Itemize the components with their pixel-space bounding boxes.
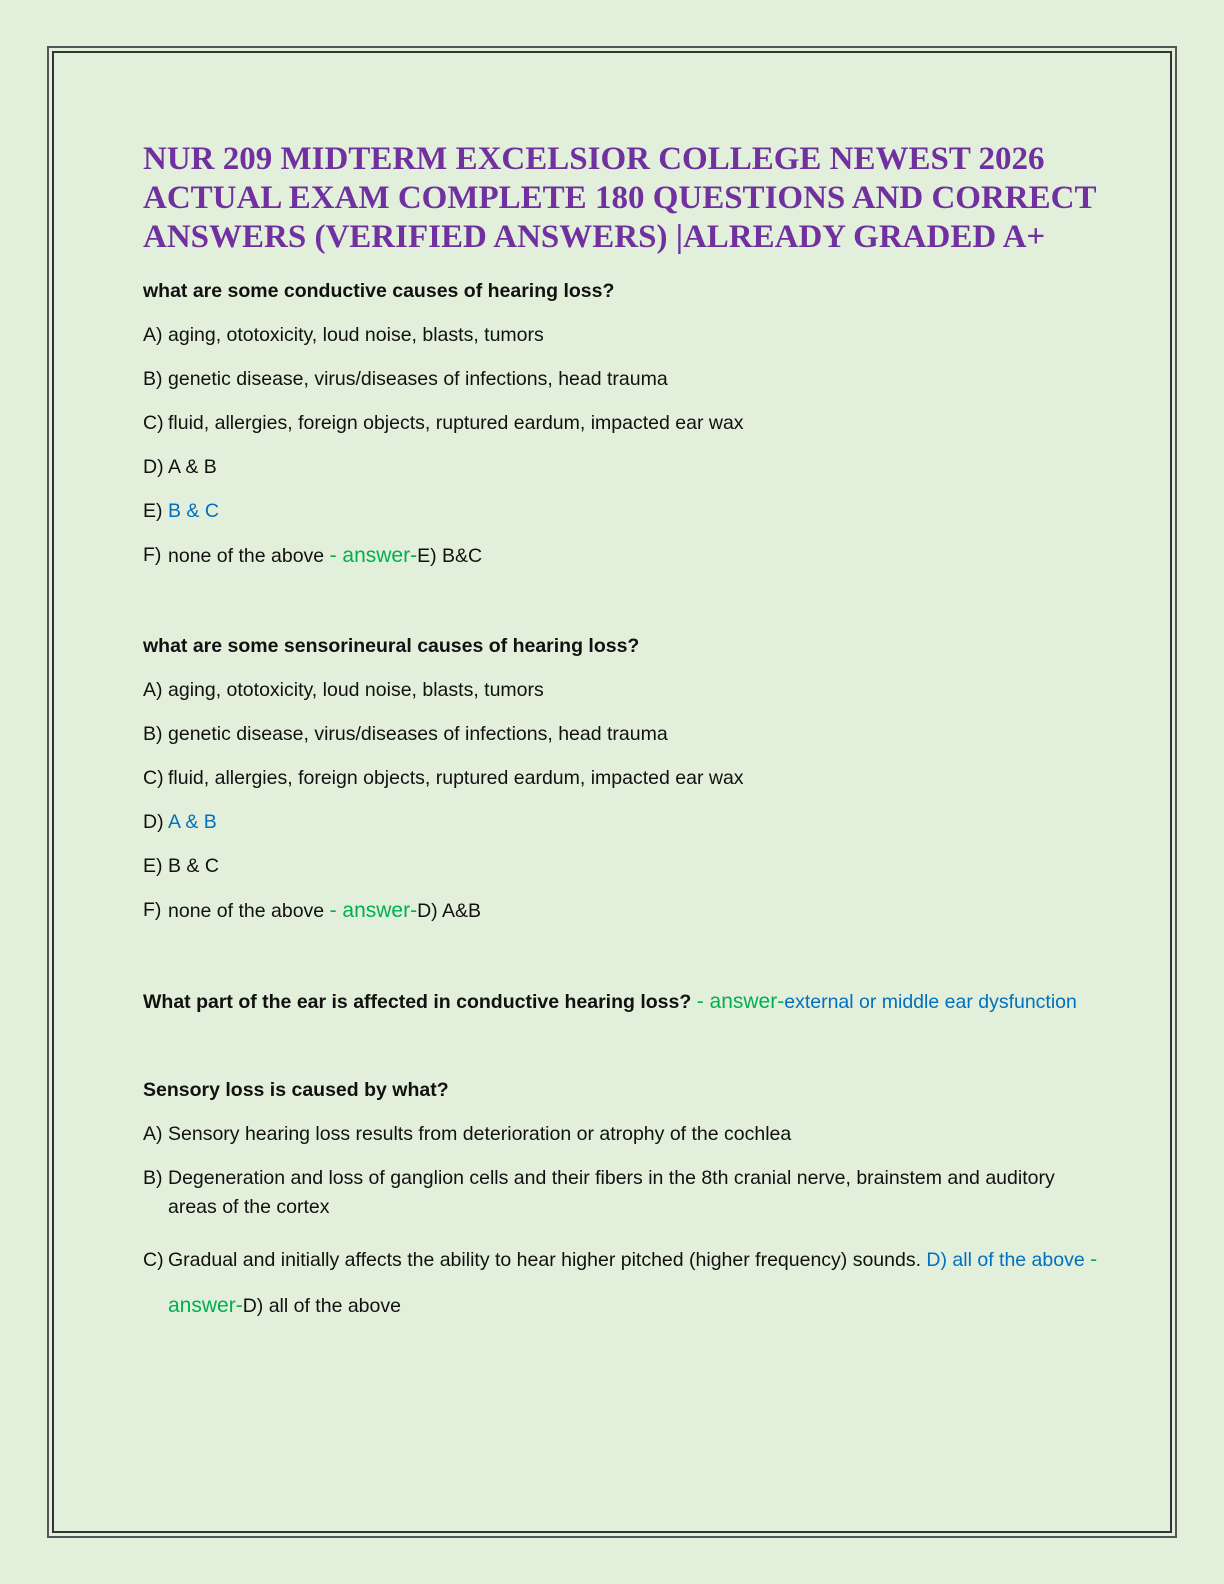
option-item: [143, 1164, 1103, 1222]
option-item: [143, 321, 1103, 350]
title-line: ACTUAL EXAM COMPLETE 180 QUESTIONS AND CORRECT: [143, 180, 1097, 216]
option-text: Degeneration and loss of ganglion cells and their fibers in the 8th cranial nerve, brainstem and auditory areas of the cortex: [168, 1167, 1055, 1218]
option-text: aging, ototoxicity, loud noise, blasts, tumors: [168, 324, 544, 346]
answer-marker: - answer-: [329, 544, 418, 567]
option-item: [143, 453, 1103, 482]
question-block: [143, 632, 1103, 926]
question-text: What part of the ear is affected in conductive hearing loss?: [143, 991, 697, 1013]
option-text: genetic disease, virus/diseases of infections, head trauma: [168, 723, 668, 745]
option-item: [143, 365, 1103, 394]
answer-marker: - answer-: [168, 1248, 1098, 1317]
option-letter: E): [143, 500, 163, 522]
option-item: [143, 720, 1103, 749]
option-letter: C): [143, 767, 164, 789]
option-text: aging, ototoxicity, loud noise, blasts, tumors: [168, 679, 544, 701]
option-letter: A): [143, 324, 163, 346]
document-body: [143, 140, 1103, 1344]
option-letter: D): [143, 811, 164, 833]
option-item: [143, 409, 1103, 438]
answer-highlight: D) all of the above: [926, 1249, 1091, 1271]
option-text: A & B: [168, 456, 217, 478]
title-line: ANSWERS (VERIFIED ANSWERS) |ALREADY GRADED A+: [143, 219, 1046, 255]
answer-text: E) B&C: [417, 545, 483, 567]
option-letter: B): [143, 368, 163, 390]
option-letter: A): [143, 679, 163, 701]
option-text: B & C: [168, 855, 219, 877]
option-item: [143, 852, 1103, 881]
option-text-highlighted: B & C: [168, 500, 219, 522]
answer-text: D) all of the above: [242, 1295, 401, 1317]
option-text: genetic disease, virus/diseases of infections, head trauma: [168, 368, 668, 390]
answer-text: D) A&B: [417, 900, 482, 922]
option-item: [143, 1237, 1103, 1329]
question-block: [143, 987, 1103, 1017]
option-item: [143, 541, 1103, 571]
option-item: [143, 1120, 1103, 1149]
question-text: what are some conductive causes of hearing loss?: [143, 280, 615, 302]
option-letter: D): [143, 456, 164, 478]
option-item-correct: [143, 497, 1103, 526]
option-letter: A): [143, 1123, 163, 1145]
option-letter: B): [143, 723, 163, 745]
document-title: [143, 140, 1103, 257]
question-block: [143, 1076, 1103, 1329]
answer-marker: - answer-: [329, 899, 418, 922]
option-item-correct: [143, 808, 1103, 837]
option-item: [143, 764, 1103, 793]
answer-marker: - answer-: [696, 990, 785, 1013]
option-letter: B): [143, 1167, 163, 1189]
option-letter: C): [143, 1249, 164, 1271]
option-text: Gradual and initially affects the ability to hear higher pitched (higher frequency) sounds.: [168, 1249, 927, 1271]
option-text: fluid, allergies, foreign objects, ruptured eardum, impacted ear wax: [168, 412, 744, 434]
answer-text: external or middle ear dysfunction: [784, 991, 1077, 1013]
option-text-highlighted: A & B: [168, 811, 217, 833]
title-line: NUR 209 MIDTERM EXCELSIOR COLLEGE NEWEST 2026: [143, 141, 1045, 177]
option-letter: E): [143, 855, 163, 877]
option-text: fluid, allergies, foreign objects, ruptured eardum, impacted ear wax: [168, 767, 744, 789]
question-text: Sensory loss is caused by what?: [143, 1079, 449, 1101]
option-text: none of the above: [168, 900, 330, 922]
option-text: none of the above: [168, 545, 330, 567]
question-block: [143, 277, 1103, 571]
option-item: [143, 896, 1103, 926]
option-text: Sensory hearing loss results from deterioration or atrophy of the cochlea: [168, 1123, 792, 1145]
option-letter: C): [143, 412, 164, 434]
question-text: what are some sensorineural causes of hearing loss?: [143, 635, 640, 657]
option-item: [143, 676, 1103, 705]
option-letter: F): [143, 544, 162, 566]
option-letter: F): [143, 899, 162, 921]
